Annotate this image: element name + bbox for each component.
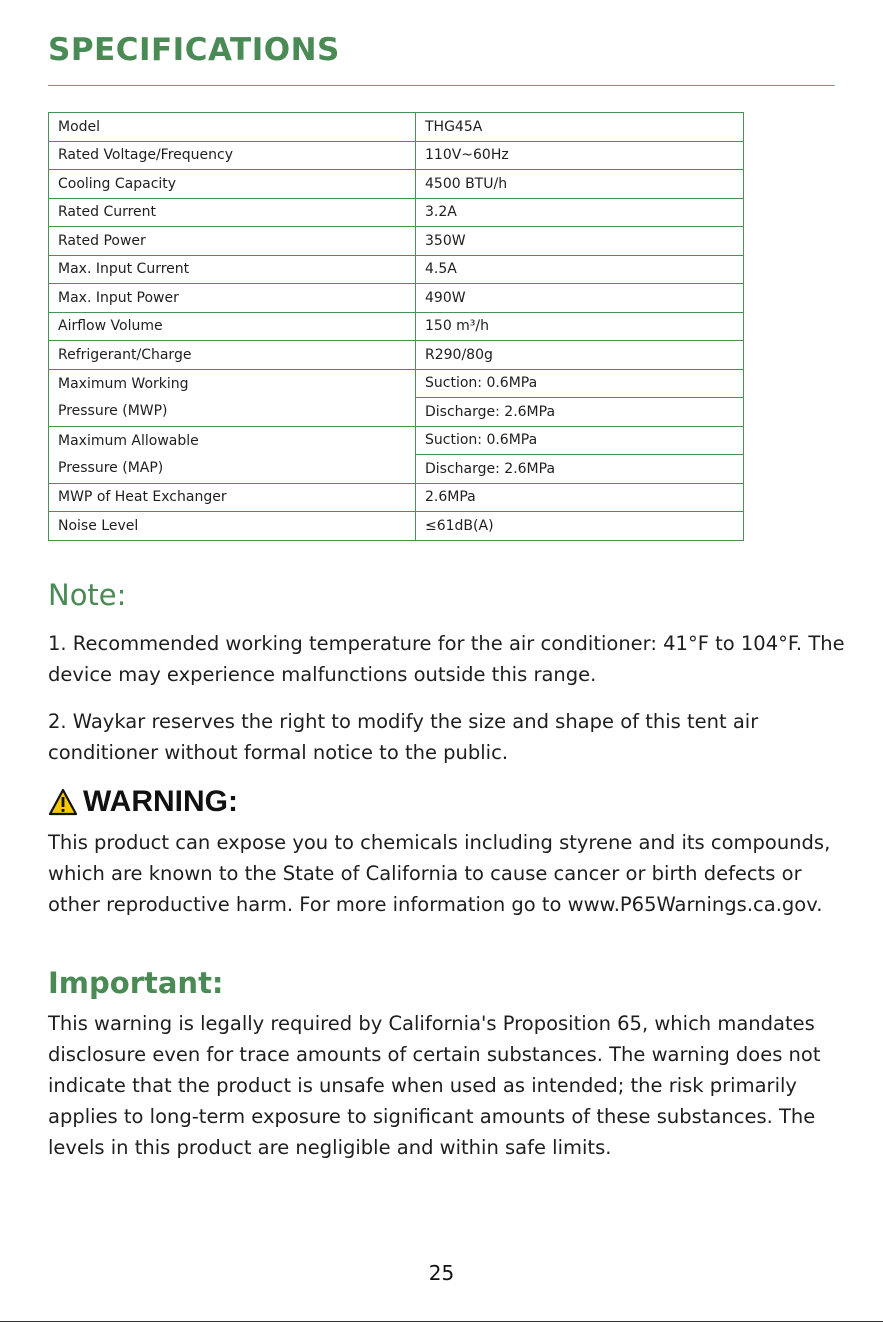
spec-value: 350W xyxy=(416,227,744,256)
spec-value: 490W xyxy=(416,284,744,313)
spec-label: Refrigerant/Charge xyxy=(49,341,416,370)
spec-label: Max. Input Power xyxy=(49,284,416,313)
table-row xyxy=(49,255,744,284)
page-bottom-border xyxy=(0,1321,883,1322)
page-number: 25 xyxy=(428,1261,455,1285)
spec-value: 3.2A xyxy=(416,198,744,227)
spec-label-mwp xyxy=(49,369,416,426)
spec-label: Noise Level xyxy=(49,512,416,541)
spec-value: 150 m³/h xyxy=(416,312,744,341)
spec-label: Cooling Capacity xyxy=(49,170,416,199)
table-row xyxy=(49,512,744,541)
table-row xyxy=(49,170,744,199)
table-row xyxy=(49,198,744,227)
page-title: SPECIFICATIONS xyxy=(48,32,340,68)
table-row xyxy=(49,341,744,370)
map-label-line2: Pressure (MAP) xyxy=(58,459,164,476)
table-row xyxy=(49,227,744,256)
spec-value: Discharge: 2.6MPa xyxy=(416,455,744,484)
spec-label-map xyxy=(49,426,416,483)
spec-label: MWP of Heat Exchanger xyxy=(49,483,416,512)
warning-triangle-icon xyxy=(48,788,83,816)
spec-label: Model xyxy=(49,113,416,142)
table-row xyxy=(49,369,744,398)
warning-heading: WARNING: xyxy=(83,785,238,818)
table-row xyxy=(49,483,744,512)
spec-value: 4.5A xyxy=(416,255,744,284)
table-row xyxy=(49,113,744,142)
important-heading: Important: xyxy=(48,966,224,1000)
spec-value: 4500 BTU/h xyxy=(416,170,744,199)
title-divider xyxy=(48,85,835,86)
map-label-line1: Maximum Allowable xyxy=(58,432,199,449)
table-row xyxy=(49,141,744,170)
table-row xyxy=(49,284,744,313)
mwp-label-line1: Maximum Working xyxy=(58,375,189,392)
table-row xyxy=(49,426,744,455)
warning-header xyxy=(48,782,238,822)
table-row xyxy=(49,312,744,341)
spec-label: Max. Input Current xyxy=(49,255,416,284)
spec-value: 2.6MPa xyxy=(416,483,744,512)
specifications-table xyxy=(48,112,744,541)
spec-label: Rated Voltage/Frequency xyxy=(49,141,416,170)
note-item-2: 2. Waykar reserves the right to modify the size and shape of this tent air conditioner without formal notice to the public. xyxy=(48,710,759,764)
important-text: This warning is legally required by California's Proposition 65, which mandates disclosure even for trace amounts of certain substances. The warning does not indicate that the product is unsafe when used as intended; the risk primarily applies to long-term exposure to significant amounts of these substances. The levels in this product are negligible and within safe limits. xyxy=(48,1012,821,1159)
spec-label: Airflow Volume xyxy=(49,312,416,341)
spec-value: R290/80g xyxy=(416,341,744,370)
note-heading: Note: xyxy=(48,578,127,612)
note-item-1: 1. Recommended working temperature for the air conditioner: 41°F to 104°F. The device may experience malfunctions outside this range. xyxy=(48,632,845,686)
spec-value: Suction: 0.6MPa xyxy=(416,426,744,455)
spec-label: Rated Current xyxy=(49,198,416,227)
spec-label: Rated Power xyxy=(49,227,416,256)
spec-value: 110V~60Hz xyxy=(416,141,744,170)
spec-value: THG45A xyxy=(416,113,744,142)
mwp-label-line2: Pressure (MWP) xyxy=(58,402,168,419)
spec-value: Suction: 0.6MPa xyxy=(416,369,744,398)
spec-value: Discharge: 2.6MPa xyxy=(416,398,744,427)
spec-value: ≤61dB(A) xyxy=(416,512,744,541)
warning-text: This product can expose you to chemicals including styrene and its compounds, which are known to the State of California to cause cancer or birth defects or other reproductive harm. For more information go to www.P65Warnings.ca.gov. xyxy=(48,831,831,916)
